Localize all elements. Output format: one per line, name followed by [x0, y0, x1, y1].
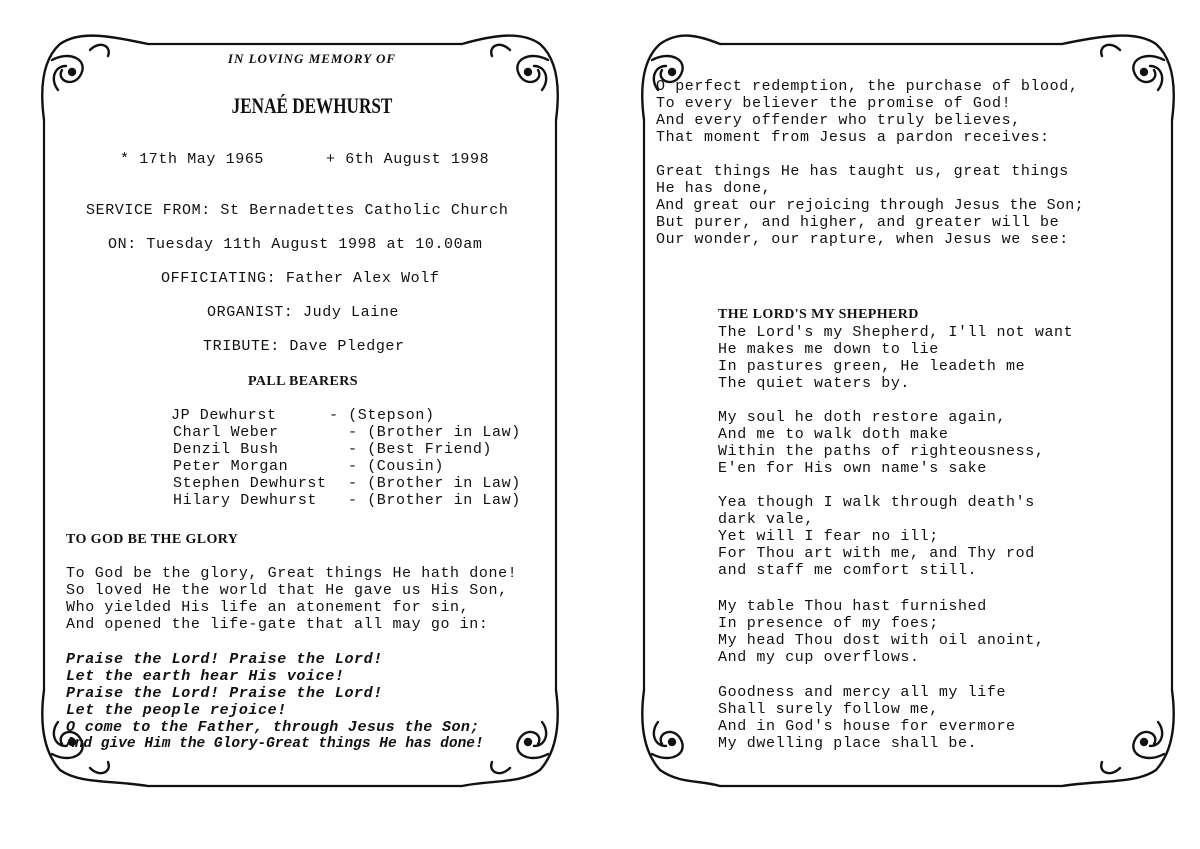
psalm-line: My head Thou dost with oil anoint, [718, 632, 1045, 649]
psalm-line: Yet will I fear no ill; [718, 528, 939, 545]
chorus-line: Praise the Lord! Praise the Lord! [66, 651, 383, 668]
psalm-line: And in God's house for evermore [718, 718, 1016, 735]
psalm-line: In presence of my foes; [718, 615, 939, 632]
birth-date: * 17th May 1965 [120, 151, 265, 168]
officiating: OFFICIATING: Father Alex Wolf [161, 270, 440, 287]
psalm-line: Yea though I walk through death's [718, 494, 1035, 511]
pall-bearer-name: JP Dewhurst [171, 407, 277, 424]
pall-bearer-relation: - (Stepson) [329, 407, 435, 424]
psalm-line: And my cup overflows. [718, 649, 920, 666]
tribute: TRIBUTE: Dave Pledger [203, 338, 405, 355]
psalm-line: My dwelling place shall be. [718, 735, 978, 752]
hymn-line: Who yielded His life an atonement for sin, [66, 599, 470, 616]
hymn-line: And great our rejoicing through Jesus the Son; [656, 197, 1084, 214]
hymn-line: But purer, and higher, and greater will be [656, 214, 1060, 231]
service-location: SERVICE FROM: St Bernadettes Catholic Church [86, 202, 509, 219]
pall-bearer-relation: - (Brother in Law) [348, 492, 521, 509]
pall-bearer-relation: - (Brother in Law) [348, 475, 521, 492]
organist: ORGANIST: Judy Laine [207, 304, 400, 321]
hymn-line: He has done, [656, 180, 772, 197]
chorus-line: O come to the Father, through Jesus the Son; [66, 719, 480, 736]
right-page [600, 0, 1200, 849]
psalm-line: The quiet waters by. [718, 375, 911, 392]
service-date: ON: Tuesday 11th August 1998 at 10.00am [108, 236, 483, 253]
psalm-line: The Lord's my Shepherd, I'll not want [718, 324, 1074, 341]
chorus-line: And give Him the Glory-Great things He has done! [66, 736, 484, 752]
psalm-line: My soul he doth restore again, [718, 409, 1007, 426]
hymn-line: To God be the glory, Great things He hath done! [66, 565, 518, 582]
chorus-line: Let the earth hear His voice! [66, 668, 345, 685]
hymn-line: That moment from Jesus a pardon receives: [656, 129, 1050, 146]
pall-bearer-name: Hilary Dewhurst [173, 492, 318, 509]
pall-bearer-relation: - (Brother in Law) [348, 424, 521, 441]
hymn-line: To every believer the promise of God! [656, 95, 1012, 112]
psalm-line: Goodness and mercy all my life [718, 684, 1007, 701]
deceased-name: JENAÉ DEWHURST [231, 93, 393, 118]
psalm-line: Shall surely follow me, [718, 701, 939, 718]
pall-bearer-name: Peter Morgan [173, 458, 289, 475]
pall-bearers-heading: PALL BEARERS [248, 374, 358, 389]
chorus-line: Praise the Lord! Praise the Lord! [66, 685, 383, 702]
hymn-line: Great things He has taught us, great things [656, 163, 1069, 180]
pall-bearer-relation: - (Best Friend) [348, 441, 493, 458]
psalm-line: and staff me comfort still. [718, 562, 978, 579]
hymn-line: O perfect redemption, the purchase of blood, [656, 78, 1079, 95]
psalm-line: dark vale, [718, 511, 815, 528]
hymn-line: So loved He the world that He gave us His Son, [66, 582, 508, 599]
psalm-line: And me to walk doth make [718, 426, 949, 443]
death-date: + 6th August 1998 [326, 151, 490, 168]
psalm-line: My table Thou hast furnished [718, 598, 987, 615]
psalm-line: For Thou art with me, and Thy rod [718, 545, 1035, 562]
chorus-line: Let the people rejoice! [66, 702, 287, 719]
hymn-line: And every offender who truly believes, [656, 112, 1021, 129]
psalm-line: Within the paths of righteousness, [718, 443, 1045, 460]
pall-bearer-relation: - (Cousin) [348, 458, 445, 475]
hymn-title: TO GOD BE THE GLORY [66, 532, 239, 547]
pall-bearer-name: Stephen Dewhurst [173, 475, 327, 492]
in-memory-heading: IN LOVING MEMORY OF [227, 51, 397, 66]
psalm-line: In pastures green, He leadeth me [718, 358, 1026, 375]
psalm-line: E'en for His own name's sake [718, 460, 987, 477]
psalm-line: He makes me down to lie [718, 341, 939, 358]
pall-bearer-name: Charl Weber [173, 424, 279, 441]
psalm-title: THE LORD'S MY SHEPHERD [718, 307, 919, 322]
pall-bearer-name: Denzil Bush [173, 441, 279, 458]
hymn-line: Our wonder, our rapture, when Jesus we see: [656, 231, 1069, 248]
hymn-line: And opened the life-gate that all may go in: [66, 616, 489, 633]
